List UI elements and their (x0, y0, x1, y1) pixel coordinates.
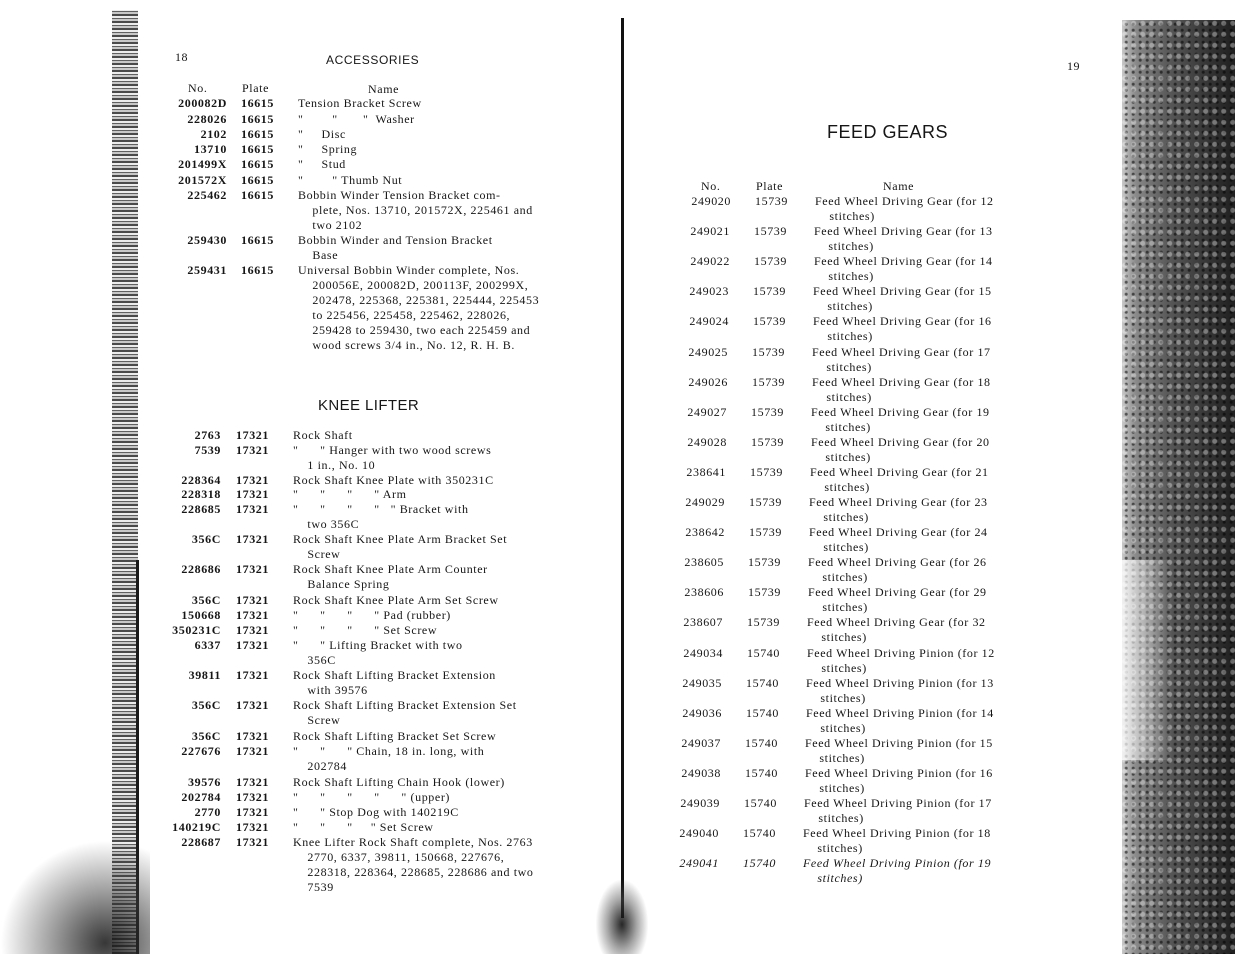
col-header-name: Name (368, 82, 400, 96)
plate-number: 15739 (747, 615, 780, 629)
part-number: 249035 (682, 676, 722, 690)
plate-number: 16615 (241, 142, 274, 156)
plate-number: 17321 (236, 805, 269, 819)
part-number: 228364 (181, 473, 221, 487)
plate-number: 17321 (236, 775, 269, 789)
part-name: Feed Wheel Driving Gear (for 16 stitches) (813, 314, 992, 343)
plate-number: 15740 (745, 736, 778, 750)
part-number: 249024 (689, 314, 729, 328)
plate-number: 15739 (749, 525, 782, 539)
part-number: 228685 (181, 502, 221, 516)
plate-number: 17321 (236, 790, 269, 804)
part-number: 39811 (188, 668, 221, 682)
part-name: Rock Shaft Lifting Chain Hook (lower) (293, 775, 505, 789)
part-name: " " " " Pad (rubber) (293, 608, 451, 622)
plate-number: 16615 (241, 173, 274, 187)
part-number: 259431 (187, 263, 227, 277)
plate-number: 16615 (241, 233, 274, 247)
plate-number: 17321 (236, 608, 269, 622)
part-number: 249023 (689, 284, 729, 298)
part-name: Knee Lifter Rock Shaft complete, Nos. 2763 2770, 6337, 39811, 150668, 227676, 228318, 228364, 228685, 228686 and two 7539 (293, 835, 534, 894)
plate-number: 15739 (752, 375, 785, 389)
col-header-plate: Plate (242, 81, 269, 95)
part-name: Rock Shaft Knee Plate with 350231C (293, 473, 494, 487)
part-name: " " " Washer (298, 112, 415, 126)
part-name: Feed Wheel Driving Gear (for 21 stitches) (810, 465, 989, 494)
part-name: Feed Wheel Driving Pinion (for 14 stitches) (806, 706, 994, 735)
part-name: " " " " Arm (293, 487, 407, 501)
plate-number: 17321 (236, 668, 269, 682)
part-name: Rock Shaft (293, 428, 353, 442)
part-number: 249038 (681, 766, 721, 780)
right-edge-highlight (1122, 560, 1172, 760)
part-name: " " Hanger with two wood screws 1 in., No. 10 (293, 443, 492, 472)
part-number: 201572X (178, 173, 227, 187)
plate-number: 15739 (754, 254, 787, 268)
part-name: Feed Wheel Driving Gear (for 12 stitches) (815, 194, 994, 223)
part-name: Rock Shaft Knee Plate Arm Set Screw (293, 593, 499, 607)
plate-number: 17321 (236, 744, 269, 758)
part-number: 7539 (194, 443, 221, 457)
part-name: Feed Wheel Driving Pinion (for 18 stitches) (803, 826, 991, 855)
accessories-header: ACCESSORIES (326, 53, 420, 67)
plate-number: 17321 (236, 487, 269, 501)
col-header-no: No. (188, 81, 208, 95)
part-number: 150668 (181, 608, 221, 622)
part-name: Feed Wheel Driving Pinion (for 16 stitches) (805, 766, 993, 795)
part-name: Feed Wheel Driving Pinion (for 15 stitches) (805, 736, 993, 765)
part-name: Feed Wheel Driving Pinion (for 12 stitches) (807, 646, 995, 675)
part-number: 228026 (187, 112, 227, 126)
plate-number: 16615 (241, 263, 274, 277)
part-number: 249027 (687, 405, 727, 419)
plate-number: 15740 (745, 766, 778, 780)
plate-number: 15739 (750, 465, 783, 479)
part-name: Feed Wheel Driving Gear (for 14 stitches) (814, 254, 993, 283)
part-number: 200082D (178, 96, 227, 110)
plate-number: 15739 (755, 194, 788, 208)
part-name: Feed Wheel Driving Gear (for 23 stitches) (809, 495, 988, 524)
plate-number: 15739 (753, 314, 786, 328)
part-number: 249022 (690, 254, 730, 268)
part-number: 228686 (181, 562, 221, 576)
part-number: 201499X (178, 157, 227, 171)
part-name: " " Lifting Bracket with two 356C (293, 638, 463, 667)
part-name: " " " Chain, 18 in. long, with 202784 (293, 744, 485, 773)
part-number: 228318 (181, 487, 221, 501)
left-corner-smudge (0, 840, 150, 954)
part-name: Feed Wheel Driving Gear (for 17 stitches) (812, 345, 991, 374)
part-number: 6337 (194, 638, 221, 652)
part-name: Rock Shaft Lifting Bracket Extension with 39576 (293, 668, 496, 697)
knee-lifter-title: KNEE LIFTER (318, 397, 420, 414)
plate-number: 15739 (749, 495, 782, 509)
part-number: 238605 (684, 555, 724, 569)
part-number: 228687 (181, 835, 221, 849)
part-number: 2770 (194, 805, 221, 819)
part-number: 202784 (181, 790, 221, 804)
part-name: Feed Wheel Driving Gear (for 32 stitches) (807, 615, 986, 644)
plate-number: 15740 (747, 646, 780, 660)
left-page-edge (112, 10, 138, 954)
part-number: 249020 (691, 194, 731, 208)
part-name: " " " " " (upper) (293, 790, 451, 804)
part-number: 238642 (685, 525, 725, 539)
part-name: Feed Wheel Driving Gear (for 18 stitches) (812, 375, 991, 404)
plate-number: 16615 (241, 157, 274, 171)
part-number: 249026 (688, 375, 728, 389)
part-number: 259430 (187, 233, 227, 247)
plate-number: 15740 (746, 676, 779, 690)
left-page-number: 18 (175, 50, 188, 64)
right-page-edge (1122, 20, 1235, 954)
right-page-number: 19 (1067, 59, 1080, 73)
part-name: Feed Wheel Driving Gear (for 26 stitches) (808, 555, 987, 584)
part-number: 249039 (680, 796, 720, 810)
book-gutter (621, 18, 624, 918)
part-number: 350231C (172, 623, 221, 637)
plate-number: 17321 (236, 623, 269, 637)
part-name: Tension Bracket Screw (298, 96, 422, 110)
part-name: Rock Shaft Lifting Bracket Extension Set Screw (293, 698, 517, 727)
plate-number: 17321 (236, 638, 269, 652)
plate-number: 17321 (236, 532, 269, 546)
part-name: Universal Bobbin Winder complete, Nos. 200056E, 200082D, 200113F, 200299X, 202478, 225368, 225381, 225444, 225453 to 225456, 225458, 225462, 228026, 259428 to 259430, two each 225459 and wood screws 3/4 in., No. 12, R. H. B. (298, 263, 540, 352)
part-name: Feed Wheel Driving Pinion (for 13 stitches) (806, 676, 994, 705)
part-name: Rock Shaft Lifting Bracket Set Screw (293, 729, 497, 743)
part-number: 249034 (683, 646, 723, 660)
plate-number: 17321 (236, 562, 269, 576)
plate-number: 15739 (754, 224, 787, 238)
part-number: 238606 (684, 585, 724, 599)
part-number: 225462 (187, 188, 227, 202)
part-number: 356C (191, 729, 221, 743)
plate-number: 16615 (241, 127, 274, 141)
col-header-name: Name (883, 179, 915, 193)
part-name: Feed Wheel Driving Gear (for 13 stitches) (814, 224, 993, 253)
part-number: 249037 (681, 736, 721, 750)
plate-number: 15739 (748, 585, 781, 599)
part-name: Rock Shaft Knee Plate Arm Bracket Set Screw (293, 532, 508, 561)
part-number: 356C (191, 698, 221, 712)
part-name: Feed Wheel Driving Gear (for 24 stitches) (809, 525, 988, 554)
part-number: 238641 (686, 465, 726, 479)
part-number: 13710 (194, 142, 227, 156)
part-name: " " " " Set Screw (293, 820, 434, 834)
part-name: Feed Wheel Driving Gear (for 29 stitches) (808, 585, 987, 614)
part-number: 2763 (194, 428, 221, 442)
plate-number: 17321 (236, 443, 269, 457)
plate-number: 17321 (236, 698, 269, 712)
col-header-no: No. (701, 179, 721, 193)
part-number: 249036 (682, 706, 722, 720)
plate-number: 17321 (236, 835, 269, 849)
plate-number: 15739 (751, 405, 784, 419)
plate-number: 15740 (743, 856, 776, 870)
gutter-smudge (596, 880, 648, 954)
part-number: 249028 (687, 435, 727, 449)
part-number: 227676 (181, 744, 221, 758)
plate-number: 15740 (744, 796, 777, 810)
plate-number: 16615 (241, 188, 274, 202)
part-number: 249021 (690, 224, 730, 238)
part-name: Feed Wheel Driving Pinion (for 17 stitches) (804, 796, 992, 825)
part-name: Rock Shaft Knee Plate Arm Counter Balance Spring (293, 562, 488, 591)
plate-number: 17321 (236, 473, 269, 487)
part-number: 249041 (679, 856, 719, 870)
part-number: 249040 (679, 826, 719, 840)
part-name: " " Stop Dog with 140219C (293, 805, 459, 819)
part-name: Bobbin Winder Tension Bracket com- plete, Nos. 13710, 201572X, 225461 and two 2102 (298, 188, 533, 232)
col-header-plate: Plate (756, 179, 783, 193)
part-number: 39576 (188, 775, 221, 789)
plate-number: 15739 (751, 435, 784, 449)
plate-number: 17321 (236, 502, 269, 516)
part-number: 249029 (685, 495, 725, 509)
part-name: " " " " " Bracket with two 356C (293, 502, 469, 531)
part-number: 2102 (200, 127, 227, 141)
plate-number: 15739 (752, 345, 785, 359)
part-number: 356C (191, 532, 221, 546)
plate-number: 15740 (746, 706, 779, 720)
plate-number: 16615 (241, 96, 274, 110)
plate-number: 17321 (236, 729, 269, 743)
plate-number: 15739 (748, 555, 781, 569)
part-name: " Stud (298, 157, 346, 171)
part-number: 249025 (688, 345, 728, 359)
plate-number: 16615 (241, 112, 274, 126)
plate-number: 15739 (753, 284, 786, 298)
plate-number: 17321 (236, 593, 269, 607)
plate-number: 17321 (236, 820, 269, 834)
part-number: 238607 (683, 615, 723, 629)
plate-number: 17321 (236, 428, 269, 442)
part-number: 356C (191, 593, 221, 607)
plate-number: 15740 (743, 826, 776, 840)
part-name: Feed Wheel Driving Pinion (for 19 stitches) (803, 856, 992, 885)
feed-gears-title: FEED GEARS (827, 122, 949, 142)
part-name: Feed Wheel Driving Gear (for 20 stitches) (811, 435, 990, 464)
part-name: " Disc (298, 127, 346, 141)
part-name: " Spring (298, 142, 358, 156)
part-name: Bobbin Winder and Tension Bracket Base (298, 233, 493, 262)
part-number: 140219C (172, 820, 221, 834)
part-name: " " Thumb Nut (298, 173, 403, 187)
part-name: " " " " Set Screw (293, 623, 438, 637)
part-name: Feed Wheel Driving Gear (for 15 stitches) (813, 284, 992, 313)
part-name: Feed Wheel Driving Gear (for 19 stitches) (811, 405, 990, 434)
